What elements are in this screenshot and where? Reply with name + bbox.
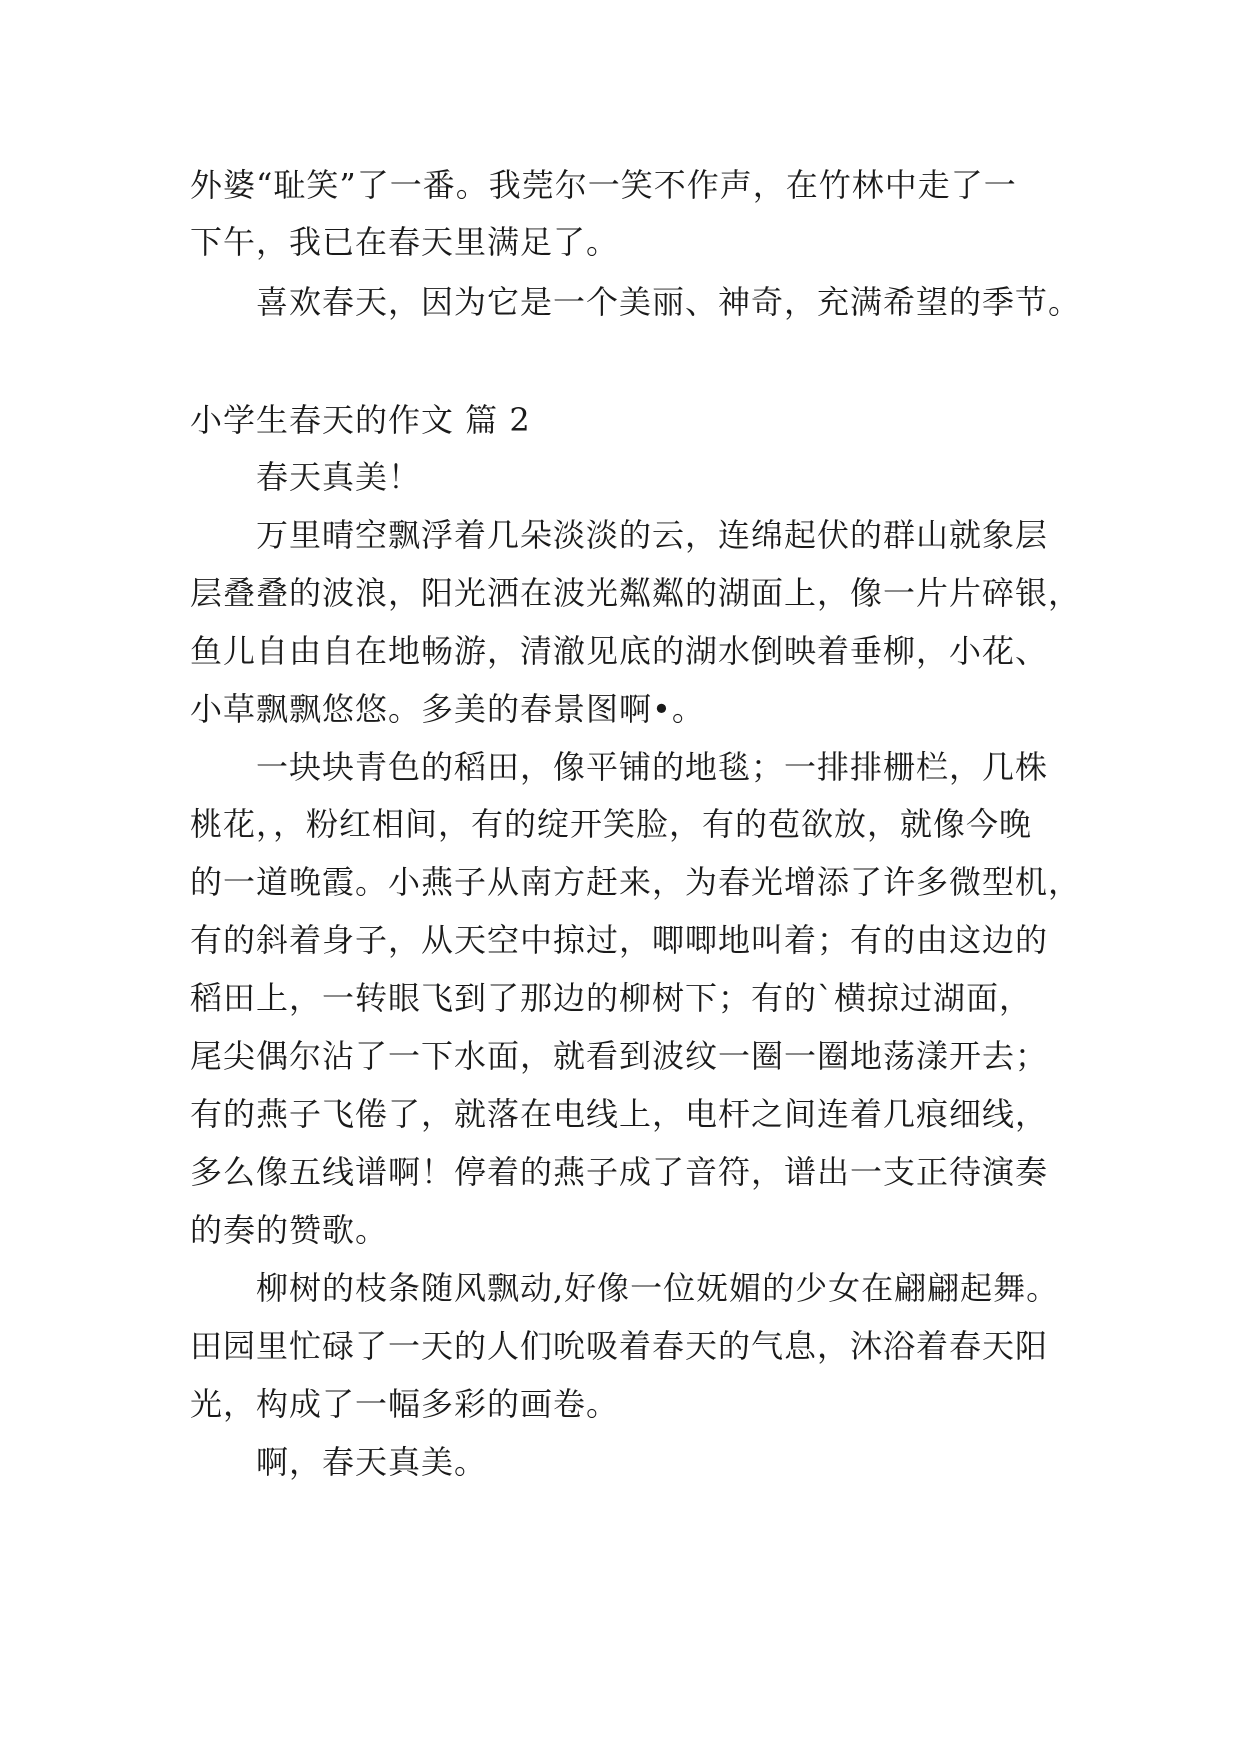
paragraph-line: 尾尖偶尔沾了一下水面，就看到波纹一圈一圈地荡漾开去； — [190, 1037, 1049, 1075]
paragraph-line: 有的燕子飞倦了，就落在电线上，电杆之间连着几痕细线， — [190, 1095, 1049, 1133]
text-line: 外婆“耻笑”了一番。我莞尔一笑不作声，在竹林中走了一 — [190, 166, 1017, 204]
section-title: 小学生春天的作文 篇 2 — [190, 401, 531, 439]
paragraph-line: 的一道晚霞。小燕子从南方赶来，为春光增添了许多微型机， — [190, 863, 1082, 901]
paragraph-line: 小草飘飘悠悠。多美的春景图啊•。 — [190, 690, 705, 728]
paragraph-line: 桃花，，粉红相间，有的绽开笑脸，有的苞欲放，就像今晚 — [190, 805, 1033, 843]
paragraph-line: 层叠叠的波浪，阳光洒在波光粼粼的湖面上，像一片片碎银， — [190, 574, 1082, 612]
paragraph-line: 有的斜着身子，从天空中掠过，唧唧地叫着；有的由这边的 — [190, 921, 1049, 959]
closing-paragraph: 喜欢春天，因为它是一个美丽、神奇，充满希望的季节。 — [256, 283, 1082, 321]
text-line: 下午，我已在春天里满足了。 — [190, 223, 620, 261]
paragraph-line: 啊，春天真美。 — [256, 1443, 488, 1481]
paragraph-line: 的奏的赞歌。 — [190, 1211, 389, 1249]
paragraph-line: 一块块青色的稻田，像平铺的地毯；一排排栅栏，几株 — [256, 748, 1049, 786]
paragraph-line: 稻田上，一转眼飞到了那边的柳树下；有的`横掠过湖面， — [190, 979, 1033, 1017]
paragraph-line: 光，构成了一幅多彩的画卷。 — [190, 1385, 620, 1423]
paragraph-line: 多么像五线谱啊！停着的燕子成了音符，谱出一支正待演奏 — [190, 1153, 1049, 1191]
paragraph-line: 春天真美！ — [256, 458, 422, 496]
paragraph-line: 万里晴空飘浮着几朵淡淡的云，连绵起伏的群山就象层 — [256, 516, 1049, 554]
paragraph-line: 田园里忙碌了一天的人们吮吸着春天的气息，沐浴着春天阳 — [190, 1327, 1049, 1365]
paragraph-line: 柳树的枝条随风飘动,好像一位妩媚的少女在翩翩起舞。 — [256, 1269, 1060, 1307]
paragraph-line: 鱼儿自由自在地畅游，清澈见底的湖水倒映着垂柳，小花、 — [190, 632, 1049, 670]
